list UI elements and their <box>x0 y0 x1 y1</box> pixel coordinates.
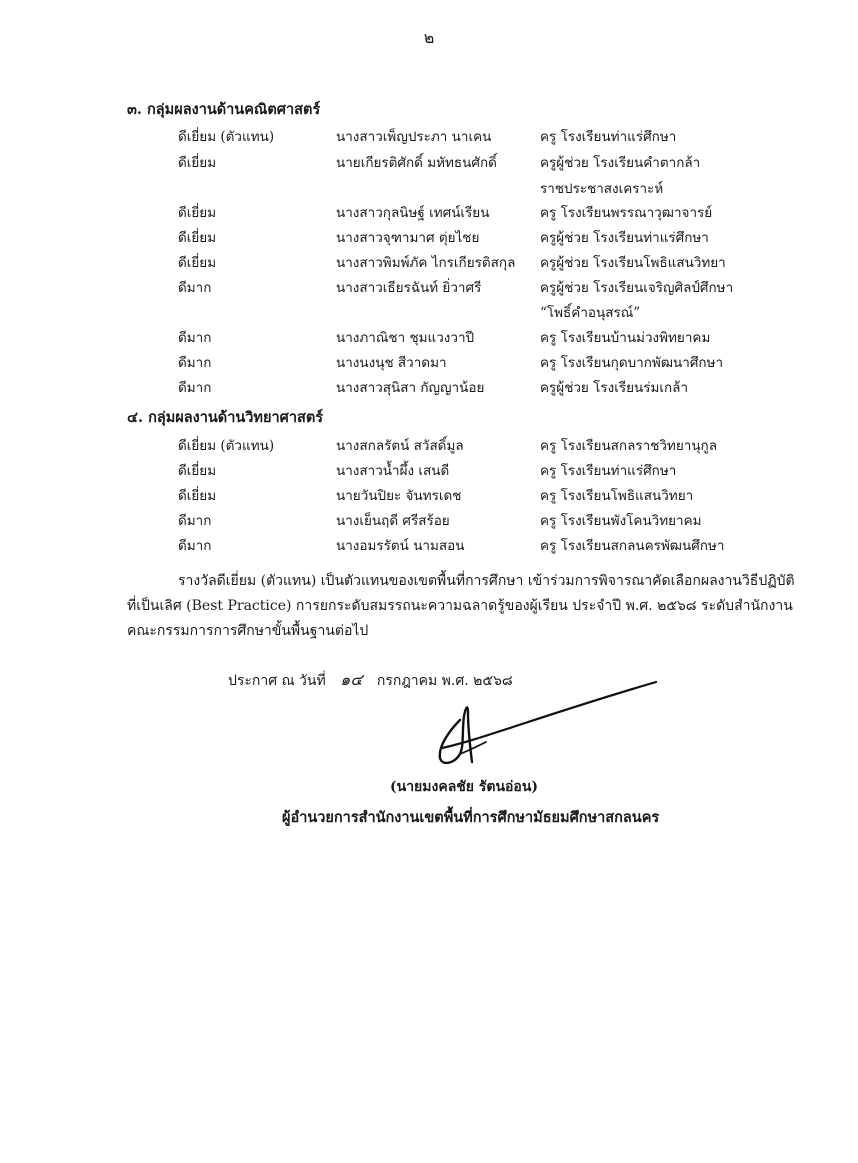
table-row <box>0 509 858 531</box>
person-position: ครูผู้ช่วย โรงเรียนร่มเกล้า <box>540 380 689 396</box>
announce-month-year: กรกฎาคม พ.ศ. ๒๕๖๘ <box>376 673 513 689</box>
section3-heading: ๓. กลุ่มผลงานด้านคณิตศาสตร์ <box>127 101 321 118</box>
award-level: ดีมาก <box>178 513 212 529</box>
table-row <box>0 534 858 556</box>
paragraph-line: ที่เป็นเลิศ (Best Practice) การยกระดับสมรรถนะความฉลาดรู้ของผู้เรียน ประจำปี พ.ศ. ๒๕๖๘ ระดับสำนักงาน <box>127 598 793 614</box>
person-name: นางสาวเพ็ญประภา นาเคน <box>336 129 492 145</box>
award-level: ดีมาก <box>178 355 212 371</box>
person-position: ครู โรงเรียนสกลนครพัฒนศึกษา <box>540 538 725 554</box>
award-level: ดีเยี่ยม <box>178 255 217 271</box>
page-number: ๒ <box>423 28 435 47</box>
award-level: ดีเยี่ยม <box>178 205 217 221</box>
award-level: ดีเยี่ยม <box>178 230 217 246</box>
table-row <box>0 434 858 456</box>
announce-day: ๑๔ <box>340 670 363 689</box>
table-row <box>0 276 858 298</box>
person-position: ครูผู้ช่วย โรงเรียนคำตากล้า <box>540 155 701 171</box>
person-name: นางสาวเธียรฉันท์ ยิ่วาศรี <box>336 280 482 296</box>
section4-heading: ๔. กลุ่มผลงานด้านวิทยาศาสตร์ <box>127 409 324 426</box>
person-position: ครู โรงเรียนโพธิแสนวิทยา <box>540 488 694 504</box>
person-name: นายวันปิยะ จันทรเดช <box>336 488 462 504</box>
person-position: ครู โรงเรียนสกลราชวิทยานุกูล <box>540 438 717 454</box>
person-name: นางนงนุช สีวาดมา <box>336 355 447 371</box>
person-position: ครู โรงเรียนพรรณาวุฒาจารย์ <box>540 205 713 221</box>
person-position-continued: “โพธิ์คำอนุสรณ์” <box>540 305 641 321</box>
person-name: นางเย็นฤดี ศรีสร้อย <box>336 513 450 529</box>
table-row <box>0 459 858 481</box>
person-name: นางสาวกุลนิษฐ์ เทศน์เรียน <box>336 205 490 221</box>
award-level: ดีมาก <box>178 280 212 296</box>
award-level: ดีเยี่ยม (ตัวแทน) <box>178 129 275 145</box>
signer-name: (นายมงคลชัย รัตนอ่อน) <box>390 779 539 795</box>
table-row <box>0 376 858 398</box>
person-name: นางสกลรัตน์ สวัสดิ์มูล <box>336 438 464 454</box>
person-name: นายเกียรติศักดิ์ มหัทธนศักดิ์ <box>336 155 497 171</box>
award-level: ดีมาก <box>178 380 212 396</box>
person-name: นางสาวจุฑามาศ ตุ่ยไชย <box>336 230 480 246</box>
person-name: นางสาวน้ำผึ้ง เสนดี <box>336 463 450 479</box>
paragraph-line: รางวัลดีเยี่ยม (ตัวแทน) เป็นตัวแทนของเขตพื้นที่การศึกษา เข้าร่วมการพิจารณาคัดเลือกผลงานวิธีปฏิบัติ <box>178 573 795 589</box>
award-level: ดีเยี่ยม (ตัวแทน) <box>178 438 275 454</box>
table-row <box>0 251 858 273</box>
person-name: นางสาวสุนิสา กัญญาน้อย <box>336 380 485 396</box>
award-level: ดีเยี่ยม <box>178 155 217 171</box>
person-name: นางอมรรัตน์ นามสอน <box>336 538 465 554</box>
person-position-continued: ราชประชาสงเคราะห์ <box>540 181 664 197</box>
handwritten-signature <box>420 676 670 776</box>
person-position: ครูผู้ช่วย โรงเรียนโพธิแสนวิทยา <box>540 255 726 271</box>
award-level: ดีเยี่ยม <box>178 463 217 479</box>
person-position: ครู โรงเรียนบ้านม่วงพิทยาคม <box>540 330 711 346</box>
person-position: ครู โรงเรียนท่าแร่ศึกษา <box>540 463 677 479</box>
table-row <box>0 351 858 373</box>
table-row <box>0 125 858 147</box>
signer-position: ผู้อำนวยการสำนักงานเขตพื้นที่การศึกษามัธยมศึกษาสกลนคร <box>282 809 660 826</box>
person-position: ครูผู้ช่วย โรงเรียนเจริญศิลป์ศึกษา <box>540 280 734 296</box>
table-row <box>0 201 858 223</box>
person-position: ครู โรงเรียนพังโคนวิทยาคม <box>540 513 702 529</box>
award-level: ดีมาก <box>178 330 212 346</box>
table-row <box>0 484 858 506</box>
award-level: ดีมาก <box>178 538 212 554</box>
paragraph-line: คณะกรรมการการศึกษาขั้นพื้นฐานต่อไป <box>127 623 369 639</box>
table-row <box>0 326 858 348</box>
person-name: นางภาณิชา ชุมแวงวาปี <box>336 330 475 346</box>
person-position: ครู โรงเรียนท่าแร่ศึกษา <box>540 129 677 145</box>
table-row <box>0 151 858 173</box>
award-level: ดีเยี่ยม <box>178 488 217 504</box>
person-position: ครู โรงเรียนกุดบากพัฒนาศึกษา <box>540 355 724 371</box>
table-row <box>0 226 858 248</box>
person-position: ครูผู้ช่วย โรงเรียนท่าแร่ศึกษา <box>540 230 709 246</box>
announce-prefix: ประกาศ ณ วันที่ <box>228 673 326 689</box>
person-name: นางสาวพิมพ์ภัค ไกรเกียรติสกุล <box>336 255 516 271</box>
